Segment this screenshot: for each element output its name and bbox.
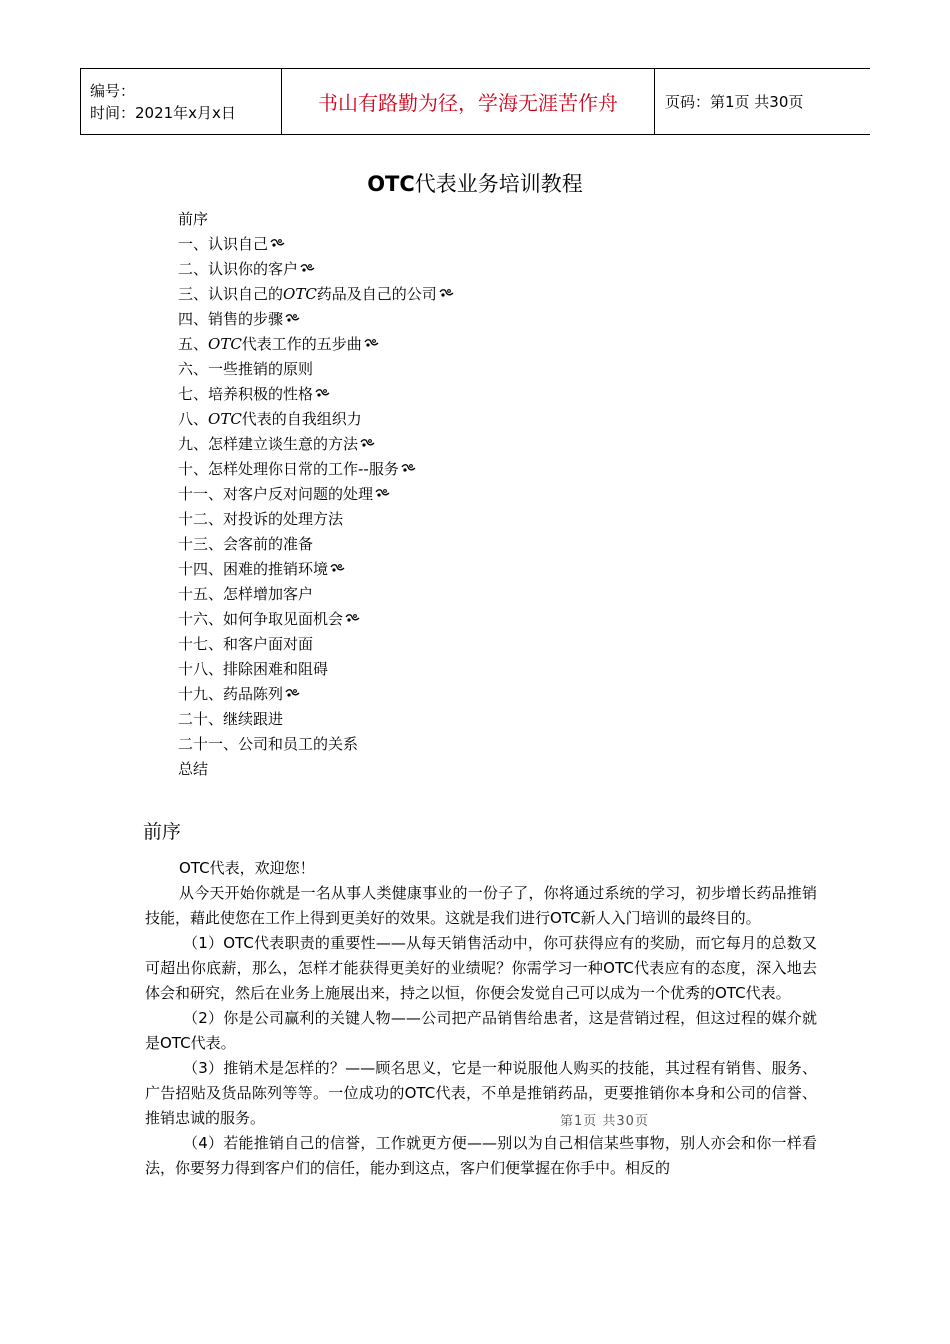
toc-closing: 总结 bbox=[178, 760, 209, 778]
toc-item-label: 十五、怎样增加客户 bbox=[178, 585, 314, 603]
toc-item-label: 九、怎样建立谈生意的方法 bbox=[178, 435, 359, 453]
toc-item bbox=[178, 257, 454, 282]
header-meta-cell bbox=[81, 69, 282, 135]
time-label: 时间：2021年x月x日 bbox=[90, 103, 236, 122]
toc-item bbox=[178, 457, 454, 482]
page-info-cell bbox=[655, 69, 871, 135]
toc-link-mark-icon bbox=[364, 332, 379, 357]
body-paragraph: （3）推销术是怎样的？——顾名思义，它是一种说服他人购买的技能，其过程有销售、服务、广告招贴及货品陈列等等。一位成功的OTC代表，不单是推销药品，更要推销你本身和公司的信誉、推销忠诚的服务。 bbox=[145, 1059, 817, 1127]
toc-link-mark-icon bbox=[360, 432, 375, 457]
document-title bbox=[0, 168, 950, 198]
toc-list bbox=[178, 232, 454, 757]
document-title-rest: 代表业务培训教程 bbox=[414, 172, 583, 196]
toc-item-label: 十六、如何争取见面机会 bbox=[178, 610, 344, 628]
toc-item-label: 二、认识你的客户 bbox=[178, 260, 299, 278]
page-footer: 第1页 共30页 bbox=[560, 1114, 649, 1129]
section-body bbox=[145, 856, 817, 1181]
toc-link-mark-icon bbox=[375, 482, 390, 507]
toc-link-mark-icon bbox=[345, 607, 360, 632]
toc-item bbox=[178, 282, 454, 307]
toc-item bbox=[178, 707, 454, 732]
page-info: 页码：第1页 共30页 bbox=[665, 93, 804, 111]
toc-item bbox=[178, 532, 454, 557]
toc-item-label: 十九、药品陈列 bbox=[178, 685, 284, 703]
toc-link-mark-icon bbox=[285, 682, 300, 707]
motto-text: 书山有路勤为径，学海无涯苦作舟 bbox=[318, 91, 618, 115]
toc-item-label: 二十、继续跟进 bbox=[178, 710, 284, 728]
toc-item bbox=[178, 332, 454, 357]
toc-item-label: 五、OTC代表工作的五步曲 bbox=[178, 335, 362, 353]
body-paragraph: （2）你是公司赢利的关键人物——公司把产品销售给患者，这是营销过程，但这过程的媒介就是OTC代表。 bbox=[145, 1009, 817, 1052]
toc-item bbox=[178, 507, 454, 532]
body-paragraph: （1）OTC代表职责的重要性——从每天销售活动中，你可获得应有的奖励，而它每月的总数又可超出你底薪，那么，怎样才能获得更美好的业绩呢？你需学习一种OTC代表应有的态度，深入地去体会和研究，然后在业务上施展出来，持之以恒，你便会发觉自己可以成为一个优秀的OTC代表。 bbox=[145, 934, 817, 1002]
toc-item bbox=[178, 657, 454, 682]
body-paragraph: 从今天开始你就是一名从事人类健康事业的一份子了，你将通过系统的学习，初步增长药品推销技能，藉此使您在工作上得到更美好的效果。这就是我们进行OTC新人入门培训的最终目的。 bbox=[145, 884, 817, 927]
toc-item-label: 六、一些推销的原则 bbox=[178, 360, 314, 378]
toc-link-mark-icon bbox=[401, 457, 416, 482]
toc-item bbox=[178, 407, 454, 432]
toc-item-label: 一、认识自己 bbox=[178, 235, 269, 253]
toc-item bbox=[178, 557, 454, 582]
motto-cell bbox=[282, 69, 655, 135]
toc-item-label: 十三、会客前的准备 bbox=[178, 535, 314, 553]
document-header bbox=[80, 68, 870, 135]
toc-item-label: 三、认识自己的OTC药品及自己的公司 bbox=[178, 285, 437, 303]
document-title-bold: OTC bbox=[367, 172, 415, 196]
toc-item bbox=[178, 732, 454, 757]
toc-item-label: 十八、排除困难和阻碍 bbox=[178, 660, 329, 678]
toc-item bbox=[178, 232, 454, 257]
toc-link-mark-icon bbox=[315, 382, 330, 407]
toc-link-mark-icon bbox=[439, 282, 454, 307]
toc-item-label: 七、培养积极的性格 bbox=[178, 385, 314, 403]
toc-heading: 前序 bbox=[178, 210, 209, 228]
body-paragraph: （4）若能推销自己的信誉，工作就更方便——别以为自己相信某些事物，别人亦会和你一样看法，你要努力得到客户们的信任，能办到这点，客户们便掌握在你手中。相反的 bbox=[145, 1134, 817, 1177]
toc-link-mark-icon bbox=[285, 307, 300, 332]
toc-link-mark-icon bbox=[270, 232, 285, 257]
toc-item-label: 八、OTC代表的自我组织力 bbox=[178, 410, 362, 428]
toc-item-label: 十、怎样处理你日常的工作--服务 bbox=[178, 460, 399, 478]
toc-item bbox=[178, 307, 454, 332]
toc-item-label: 十一、对客户反对问题的处理 bbox=[178, 485, 374, 503]
toc-link-mark-icon bbox=[300, 257, 315, 282]
number-label: 编号： bbox=[90, 81, 136, 100]
toc-item bbox=[178, 432, 454, 457]
toc-item-label: 四、销售的步骤 bbox=[178, 310, 284, 328]
toc-link-mark-icon bbox=[330, 557, 345, 582]
toc-item bbox=[178, 607, 454, 632]
table-of-contents bbox=[178, 207, 454, 782]
toc-item-label: 十四、困难的推销环境 bbox=[178, 560, 329, 578]
toc-item-label: 二十一、公司和员工的关系 bbox=[178, 735, 359, 753]
toc-item bbox=[178, 357, 454, 382]
toc-item-label: 十二、对投诉的处理方法 bbox=[178, 510, 344, 528]
toc-item bbox=[178, 482, 454, 507]
toc-item bbox=[178, 632, 454, 657]
toc-item bbox=[178, 682, 454, 707]
toc-item-label: 十七、和客户面对面 bbox=[178, 635, 314, 653]
toc-item bbox=[178, 382, 454, 407]
section-title: 前序 bbox=[143, 821, 182, 843]
toc-item bbox=[178, 582, 454, 607]
body-paragraph: OTC代表，欢迎您！ bbox=[179, 859, 315, 877]
